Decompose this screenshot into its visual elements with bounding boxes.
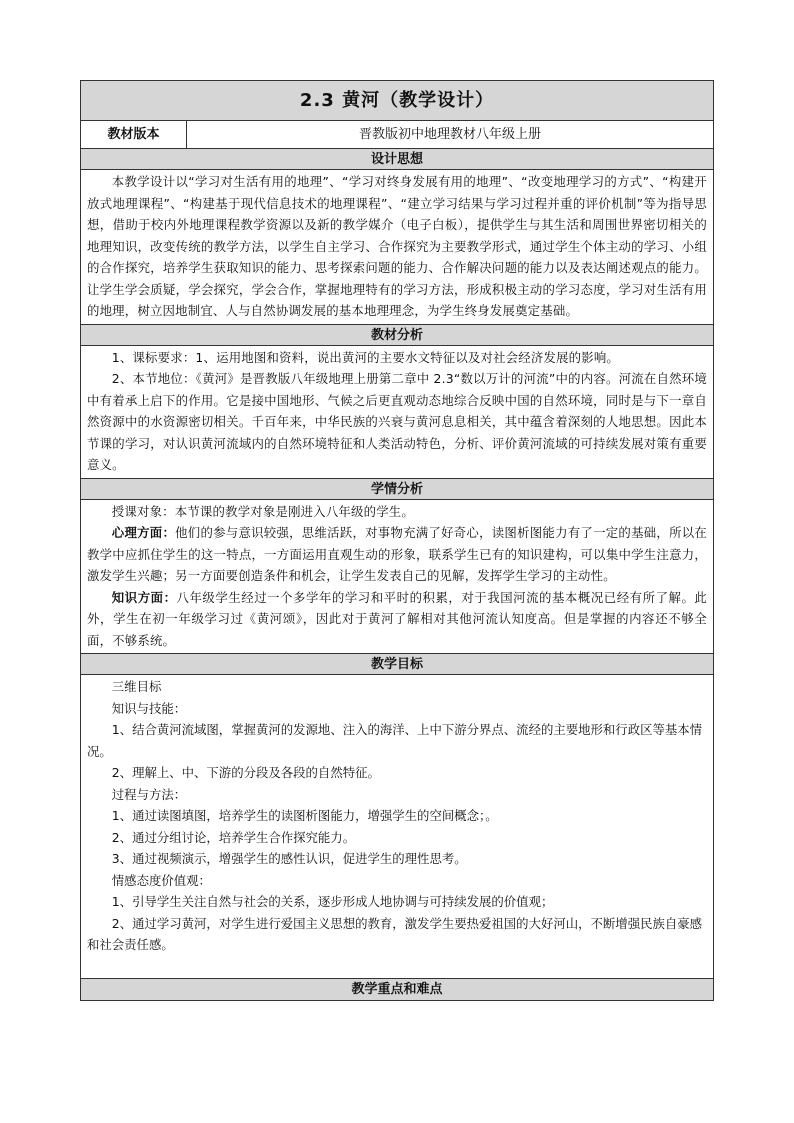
lesson-plan-table: [80, 80, 714, 1001]
goal-line: 1、结合黄河流域图，掌握黄河的发源地、注入的海洋、上中下游分界点、流经的主要地形和行政区等基本情况。: [87, 722, 703, 759]
goal-line: 过程与方法：: [111, 786, 187, 802]
section-body-design: [81, 170, 713, 325]
material-paragraph-2: 2、本节地位：《黄河》是晋教版八年级地理上册第二章中 2.3“数以万计的河流”中的内容。河流在自然环境中有着承上启下的作用。它是接中国地形、气候之后更直观动态地综合反映中国的自然环境，同时是与下一章自然资源中的水资源密切相关。千百年来，中华民族的兴衰与黄河息息相关，其中蕴含着深刻的人地思想。因此本节课的学习，对认识黄河流域内的自然环境特征和人类活动特色，分析、评价黄河流域的可持续发展对策有重要意义。: [87, 371, 707, 472]
document-title: 2.3 黄河（教学设计）: [81, 81, 713, 121]
edition-label: 教材版本: [81, 121, 187, 148]
psychology-text: 他们的参与意识较强，思维活跃，对事物充满了好奇心，读图析图能力有了一定的基础，所以在教学中应抓住学生的这一特点，一方面运用直观生动的形象，联系学生已有的知识建构，可以集中学生注意力，激发学生兴趣；另一方面要创造条件和机会，让学生发表自己的见解，发挥学生学习的主动性。: [87, 525, 707, 583]
section-body-goals: [81, 675, 713, 979]
students-paragraph-3: [87, 587, 707, 652]
edition-row: [81, 121, 713, 149]
goal-line: 2、理解上、中、下游的分段及各段的自然特征。: [111, 765, 380, 780]
section-heading-goals: 教学目标: [81, 654, 713, 675]
edition-value: 晋教版初中地理教材八年级上册: [358, 127, 541, 142]
design-paragraph: 本教学设计以“学习对生活有用的地理”、“学习对终身发展有用的地理”、“改变地理学习的方式”、“构建开放式地理课程”、“构建基于现代信息技术的地理课程”、“建立学习结果与学习过程并重的评价机制”等为指导思想，借助于校内外地理课程教学资源以及新的教学媒介（电子白板），提供学生与其生活和周围世界密切相关的地理知识，改变传统的教学方法，以学生自主学习、合作探究为主要教学形式，通过学生个体主动的学习、小组的合作探究，培养学生获取知识的能力、思考探索问题的能力、合作解决问题的能力以及表达阐述观点的能力。让学生学会质疑，学会探究，学会合作，掌握地理特有的学习方法，形成积极主动的学习态度，学习对生活有用的地理，树立因地制宜、人与自然协调发展的基本地理理念，为学生终身发展奠定基础。: [87, 174, 707, 318]
section-body-material: [81, 346, 713, 479]
goal-line: 3、通过视频演示，增强学生的感性认识，促进学生的理性思考。: [111, 851, 467, 866]
goal-line: 三维目标: [111, 679, 162, 694]
psychology-label: 心理方面：: [111, 525, 176, 540]
students-paragraph-1: 授课对象：本节课的教学对象是刚进入八年级的学生。: [111, 503, 414, 519]
goal-line: 知识与技能：: [111, 700, 187, 716]
goal-line: 1、通过读图填图，培养学生的读图析图能力，增强学生的空间概念；。: [111, 808, 498, 823]
section-heading-design: 设计思想: [81, 149, 713, 170]
section-heading-students: 学情分析: [81, 479, 713, 500]
material-paragraph-1: 1、课标要求：1、运用地图和资料，说出黄河的主要水文特征以及对社会经济发展的影响。: [111, 349, 619, 365]
goal-line: 2、通过学习黄河，对学生进行爱国主义思想的教育，激发学生要热爱祖国的大好河山，不断增强民族自豪感和社会责任感。: [87, 915, 703, 952]
section-body-students: [81, 500, 713, 655]
students-paragraph-2: [87, 522, 707, 587]
goal-line: 情感态度价值观：: [111, 872, 211, 888]
goal-line: 2、通过分组讨论，培养学生合作探究能力。: [111, 829, 356, 845]
section-heading-keypoints: 教学重点和难点: [81, 979, 713, 1000]
knowledge-text: 八年级学生经过一个多学年的学习和平时的积累，对于我国河流的基本概况已经有所了解。此外，学生在初一年级学习过《黄河颂》，因此对于黄河了解相对其他河流认知度高。但是掌握的内容还不够全面，不够系统。: [87, 589, 707, 648]
knowledge-label: 知识方面：: [111, 589, 177, 605]
goal-line: 1、引导学生关注自然与社会的关系，逐步形成人地协调与可持续发展的价值观；: [111, 894, 554, 909]
section-heading-material: 教材分析: [81, 325, 713, 346]
